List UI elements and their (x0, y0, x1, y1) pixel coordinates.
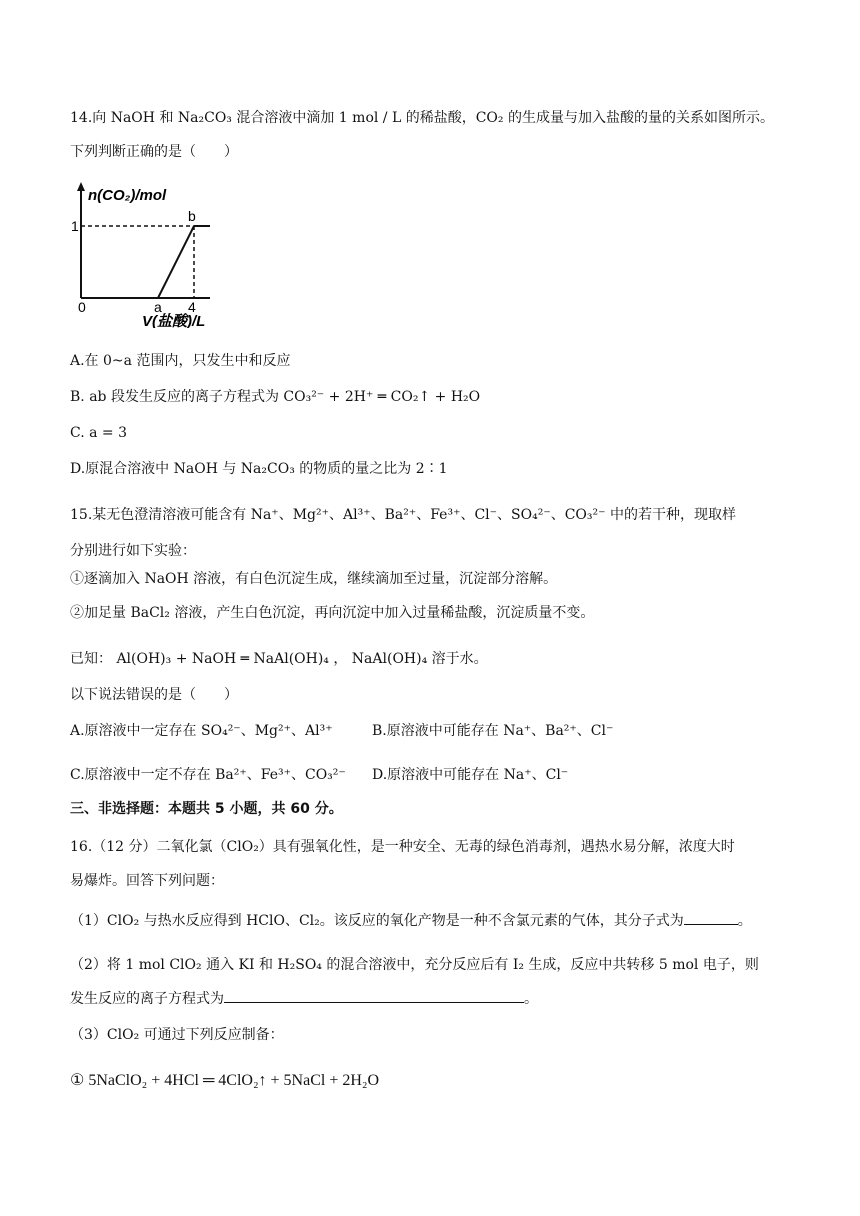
q15-option-a: A.原溶液中一定存在 SO₄²⁻、Mg²⁺、Al³⁺ (70, 723, 333, 739)
q16-sub1-row (70, 910, 752, 932)
q15-option-c: C.原溶液中一定不存在 Ba²⁺、Fe³⁺、CO₃²⁻ (70, 767, 346, 783)
q16-sub3: （3）ClO₂ 可通过下列反应制备： (70, 1027, 284, 1043)
q14-option-c: C. a = 3 (70, 425, 127, 441)
q14-option-b: B. ab 段发生反应的离子方程式为 CO₃²⁻ + 2H⁺ ═ CO₂↑ + H₂O (70, 389, 481, 405)
rising-segment (158, 226, 194, 298)
q15-exp2: ②加足量 BaCl₂ 溶液，产生白色沉淀，再向沉淀中加入过量稀盐酸，沉淀质量不变。 (70, 605, 595, 621)
q16-sub2-line1: （2）将 1 mol ClO₂ 通入 KI 和 H₂SO₄ 的混合溶液中，充分反应后有 I₂ 生成，反应中共转移 5 mol 电子，则 (70, 957, 759, 973)
q16-reaction1: ① 5NaClO₂ + 4HCl ═ 4ClO₂↑ + 5NaCl + 2H₂O (70, 1072, 380, 1089)
q15-ask: 以下说法错误的是（ ） (70, 687, 238, 703)
q15-stem-line1: 15.某无色澄清溶液可能含有 Na⁺、Mg²⁺、Al³⁺、Ba²⁺、Fe³⁺、Cl⁻、SO₄²⁻、CO₃²⁻ 中的若干种，现取样 (70, 507, 736, 523)
x-axis-label: V(盐酸)/L (142, 313, 206, 328)
point-b-label: b (188, 208, 196, 224)
point-a-label: a (154, 299, 162, 315)
q14-stem-line2: 下列判断正确的是（ ） (70, 144, 238, 160)
q15-option-d: D.原溶液中可能存在 Na⁺、Cl⁻ (372, 767, 569, 783)
q16-sub2-row (70, 988, 538, 1010)
q16-stem-line2: 易爆炸。回答下列问题： (70, 873, 224, 889)
q16-sub2-answer-blank[interactable] (224, 988, 524, 1003)
q16-sub2-end: 。 (524, 991, 538, 1007)
x-tick-label: 4 (188, 299, 196, 315)
origin-label: 0 (78, 299, 86, 315)
q16-sub1-text: （1）ClO₂ 与热水反应得到 HClO、Cl₂。该反应的氧化产物是一种不含氯元素的气体，其分子式为 (70, 913, 684, 929)
q15-known: 已知： Al(OH)₃ + NaOH ═ NaAl(OH)₄ ， NaAl(OH)₄ 溶于水。 (70, 651, 488, 667)
q14-stem-line1: 14.向 NaOH 和 Na₂CO₃ 混合溶液中滴加 1 mol / L 的稀盐酸，CO₂ 的生成量与加入盐酸的量的关系如图所示。 (70, 110, 774, 126)
q16-sub2-text: 发生反应的离子方程式为 (70, 991, 224, 1007)
y-axis-label: n(CO₂)/mol (88, 187, 167, 204)
q14-option-a: A.在 0~a 范围内，只发生中和反应 (70, 353, 291, 369)
y-axis-arrow (77, 182, 85, 191)
y-tick-label: 1 (71, 218, 79, 234)
q14-option-d: D.原混合溶液中 NaOH 与 Na₂CO₃ 的物质的量之比为 2∶1 (70, 461, 448, 477)
q15-exp1: ①逐滴加入 NaOH 溶液，有白色沉淀生成，继续滴加至过量，沉淀部分溶解。 (70, 571, 558, 587)
q16-stem-line1: 16.（12 分）二氧化氯（ClO₂）具有强氧化性，是一种安全、无毒的绿色消毒剂，遇热水易分解，浓度大时 (70, 839, 735, 855)
q15-option-b: B.原溶液中可能存在 Na⁺、Ba²⁺、Cl⁻ (372, 723, 614, 739)
q16-sub1-end: 。 (737, 913, 752, 929)
q15-stem-line2: 分别进行如下实验： (70, 543, 196, 559)
q16-sub1-answer-blank[interactable] (684, 910, 738, 925)
q14-graph (70, 178, 260, 328)
section3-heading: 三、非选择题：本题共 5 小题，共 60 分。 (70, 801, 343, 817)
